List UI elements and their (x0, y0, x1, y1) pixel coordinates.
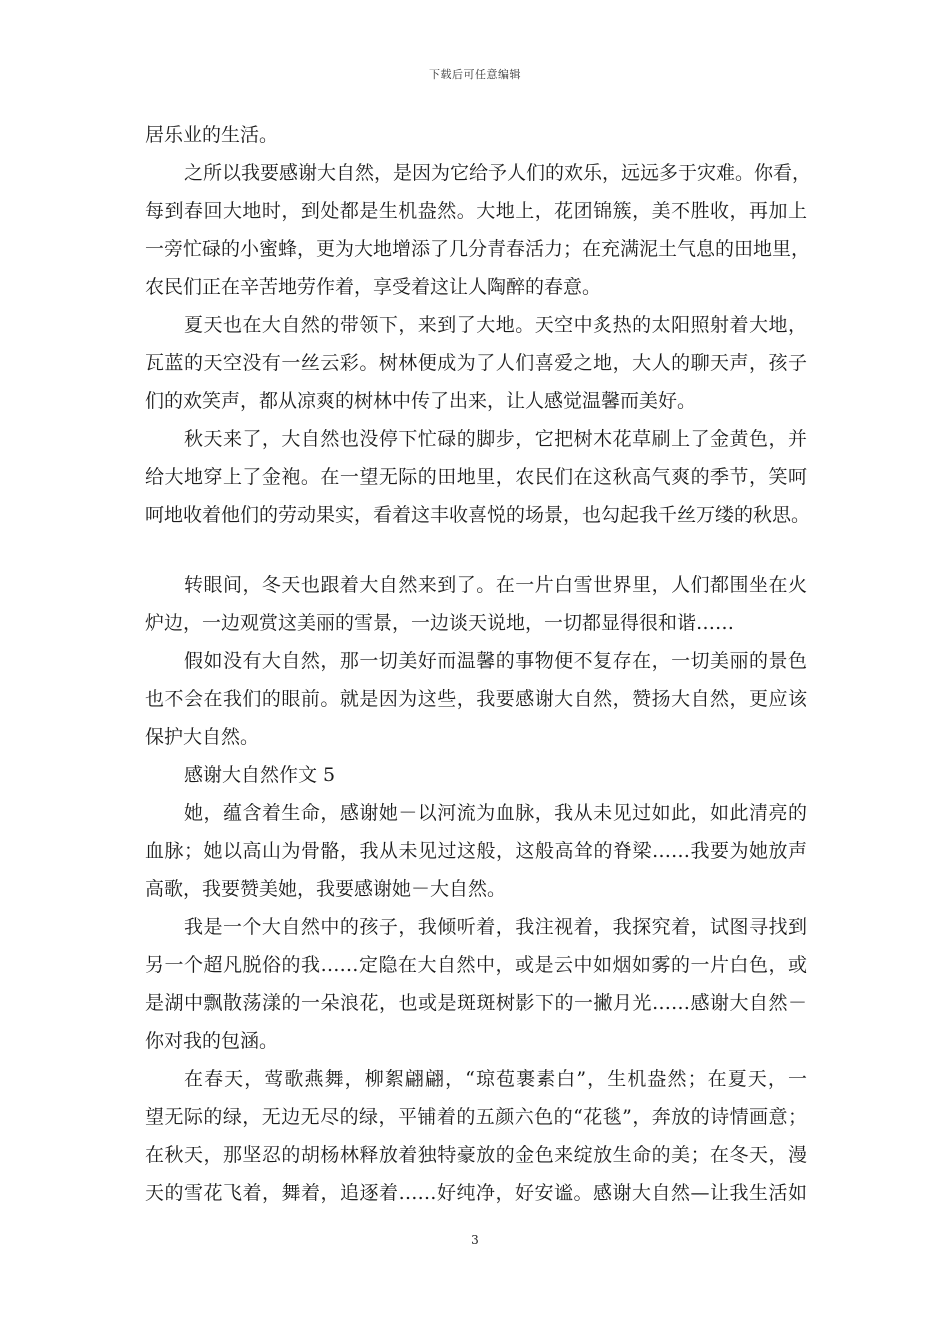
text-line: 每到春回大地时，到处都是生机盎然。大地上，花团锦簇，美不胜收，再加上 (145, 200, 807, 222)
text-line: 夏天也在大自然的带领下，来到了大地。天空中炙热的太阳照射着大地， (184, 314, 807, 336)
text-line: 她，蕴含着生命，感谢她－以河流为血脉，我从未见过如此，如此清亮的 (184, 802, 807, 824)
text-line: 天的雪花飞着，舞着，追逐着……好纯净，好安谧。感谢大自然—让我生活如 (145, 1182, 807, 1204)
text-line: 高歌，我要赞美她，我要感谢她－大自然。 (145, 878, 507, 900)
text-line: 农民们正在辛苦地劳作着，享受着这让人陶醉的春意。 (145, 276, 602, 298)
text-line: 秋天来了，大自然也没停下忙碌的脚步，它把树木花草刷上了金黄色，并 (184, 428, 807, 450)
text-line: 血脉；她以高山为骨骼，我从未见过这般，这般高耸的脊梁……我要为她放声 (145, 840, 807, 862)
text-line: 之所以我要感谢大自然，是因为它给予人们的欢乐，远远多于灾难。你看， (184, 162, 812, 184)
text-line: 在春天，莺歌燕舞，柳絮翩翩，“琼苞裹素白”，生机盎然；在夏天，一 (184, 1068, 807, 1090)
page-header: 下载后可任意编辑 (429, 68, 521, 81)
text-line: 在秋天，那坚忍的胡杨林释放着独特豪放的金色来绽放生命的美；在冬天，漫 (145, 1144, 807, 1166)
text-line: 瓦蓝的天空没有一丝云彩。树林便成为了人们喜爱之地，大人的聊天声，孩子 (145, 352, 807, 374)
text-line: 望无际的绿，无边无尽的绿，平铺着的五颜六色的“花毯”，奔放的诗情画意； (145, 1106, 807, 1128)
text-line: 转眼间，冬天也跟着大自然来到了。在一片白雪世界里，人们都围坐在火 (184, 574, 807, 596)
text-line: 居乐业的生活。 (145, 124, 279, 146)
text-line: 呵地收着他们的劳动果实，看着这丰收喜悦的场景，也勾起我千丝万缕的秋思。 (145, 504, 811, 526)
text-line: 们的欢笑声，都从凉爽的树林中传了出来，让人感觉温馨而美好。 (145, 390, 697, 412)
text-line: 感谢大自然作文 5 (184, 764, 336, 786)
text-line: 是湖中飘散荡漾的一朵浪花，也或是斑斑树影下的一撇月光……感谢大自然－ (145, 992, 807, 1014)
page-number: 3 (471, 1233, 479, 1247)
text-line: 你对我的包涵。 (145, 1030, 279, 1052)
text-line: 另一个超凡脱俗的我……定隐在大自然中，或是云中如烟如雾的一片白色，或 (145, 954, 807, 976)
text-line: 给大地穿上了金袍。在一望无际的田地里，农民们在这秋高气爽的季节，笑呵 (145, 466, 807, 488)
text-line: 一旁忙碌的小蜜蜂，更为大地增添了几分青春活力；在充满泥土气息的田地里， (145, 238, 811, 260)
text-line: 也不会在我们的眼前。就是因为这些，我要感谢大自然，赞扬大自然，更应该 (145, 688, 807, 710)
text-line: 保护大自然。 (145, 726, 260, 748)
document-body (145, 116, 812, 1212)
text-line: 炉边，一边观赏这美丽的雪景，一边谈天说地，一切都显得很和谐…… (145, 612, 735, 634)
text-line: 假如没有大自然，那一切美好而温馨的事物便不复存在，一切美丽的景色 (184, 650, 807, 672)
text-line: 我是一个大自然中的孩子，我倾听着，我注视着，我探究着，试图寻找到 (184, 916, 807, 938)
paragraph-gap (145, 534, 807, 566)
